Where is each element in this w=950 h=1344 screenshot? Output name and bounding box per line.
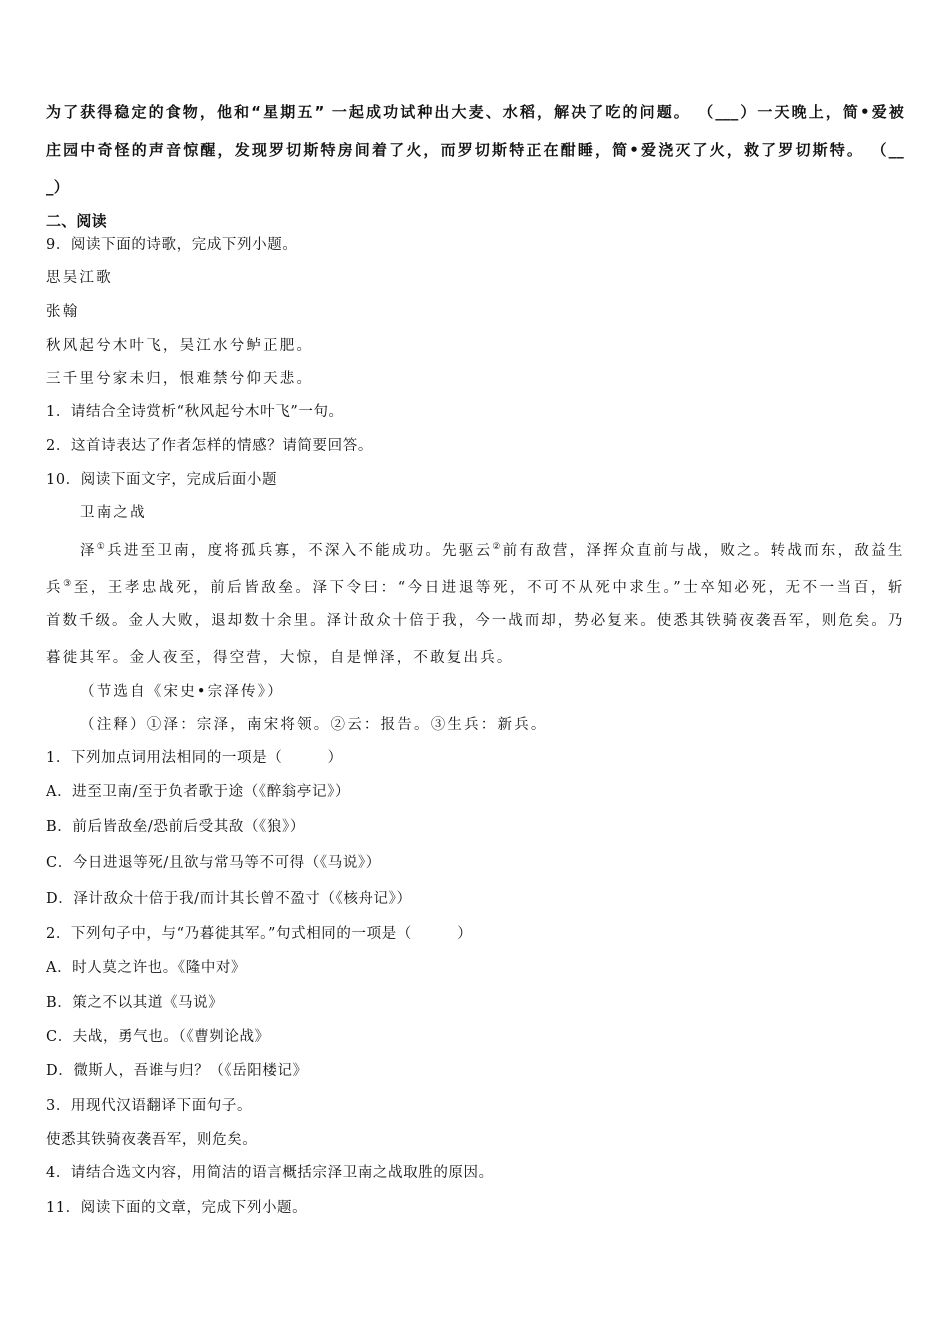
poem-title: 思吴江歌 bbox=[46, 270, 113, 286]
passage-text: 至，王孝忠战死，前后皆敌垒。泽下令曰：“今日进退等死，不可不从死中求生。”士卒知必死，无不一当百，斩 bbox=[73, 580, 904, 596]
q11-prompt: 11．阅读下面的文章，完成下列小题。 bbox=[46, 1200, 308, 1216]
q10-sub2-option-c: C．夫战，勇气也。（《曹刿论战》 bbox=[46, 1029, 270, 1045]
passage-line-1 bbox=[80, 537, 904, 561]
q9-sub-question-1: 1．请结合全诗赏析“秋风起兮木叶飞”一句。 bbox=[46, 404, 344, 420]
passage-notes: （注释）①泽：宗泽，南宋将领。②云：报告。③生兵：新兵。 bbox=[80, 717, 548, 733]
passage-title: 卫南之战 bbox=[80, 505, 147, 521]
intro-line-1: 为了获得稳定的食物，他和“星期五” 一起成功试种出大麦、水稻，解决了吃的问题。 （___）一天晚上，简•爱被 bbox=[46, 103, 904, 121]
footnote-marker: ① bbox=[96, 542, 108, 552]
passage-line-4: 暮徙其军。金人夜至，得空营，大惊，自是惮泽，不敢复出兵。 bbox=[46, 650, 514, 666]
q10-sub2-option-b: B．策之不以其道《马说》 bbox=[46, 995, 224, 1011]
q10-sub4-question: 4．请结合选文内容，用简洁的语言概括宗泽卫南之战取胜的原因。 bbox=[46, 1165, 494, 1181]
passage-source: （节选自《宋史•宗泽传》） bbox=[80, 684, 284, 700]
passage-text: 兵 bbox=[46, 580, 64, 596]
q10-sub3-sentence: 使悉其铁骑夜袭吾军，则危矣。 bbox=[46, 1132, 258, 1148]
q10-sub1-option-c: C．今日进退等死/且欲与常马等不可得（《马说》） bbox=[46, 855, 381, 871]
q10-sub2-option-a: A．时人莫之许也。《隆中对》 bbox=[46, 960, 247, 976]
footnote-marker: ② bbox=[492, 542, 503, 552]
intro-line-3: _） bbox=[46, 178, 69, 196]
passage-text: 泽 bbox=[80, 543, 97, 559]
footnote-marker: ③ bbox=[63, 579, 74, 589]
q10-sub1-option-d: D．泽计敌众十倍于我/而计其长曾不盈寸（《核舟记》） bbox=[46, 891, 412, 907]
poem-author: 张翰 bbox=[46, 304, 80, 320]
intro-line-2: 庄园中奇怪的声音惊醒，发现罗切斯特房间着了火，而罗切斯特正在酣睡，简•爱浇灭了火，救了罗切斯特。 （__ bbox=[46, 141, 904, 159]
passage-line-3: 首数千级。金人大败，退却数十余里。泽计敌众十倍于我，今一战而却，势必复来。使悉其铁骑夜袭吾军，则危矣。乃 bbox=[46, 613, 904, 629]
section-title: 二、阅读 bbox=[46, 212, 107, 230]
passage-text: 兵进至卫南，度将孤兵寡，不深入不能成功。先驱云 bbox=[107, 543, 493, 559]
q9-prompt: 9．阅读下面的诗歌，完成下列小题。 bbox=[46, 237, 298, 253]
q9-sub-question-2: 2．这首诗表达了作者怎样的情感？请简要回答。 bbox=[46, 438, 373, 454]
q10-sub2-option-d: D．微斯人，吾谁与归？（《岳阳楼记》 bbox=[46, 1063, 308, 1079]
q10-sub1-option-a: A．进至卫南/至于负者歌于途（《醉翁亭记》） bbox=[46, 784, 351, 800]
q10-sub2-question: 2．下列句子中，与“乃暮徙其军。”句式相同的一项是（ ） bbox=[46, 926, 473, 942]
q10-sub1-question: 1．下列加点词用法相同的一项是（ ） bbox=[46, 750, 343, 766]
q10-prompt: 10．阅读下面文字，完成后面小题 bbox=[46, 472, 278, 488]
poem-line-1: 秋风起兮木叶飞，吴江水兮鲈正肥。 bbox=[46, 338, 314, 354]
poem-line-2: 三千里兮家未归，恨难禁兮仰天悲。 bbox=[46, 371, 314, 387]
q10-sub1-option-b: B．前后皆敌垒/恐前后受其敌（《狼》） bbox=[46, 819, 305, 835]
passage-text: 前有敌营，泽挥众直前与战，败之。转战而东，敌益生 bbox=[502, 543, 904, 559]
q10-sub3-question: 3．用现代汉语翻译下面句子。 bbox=[46, 1098, 253, 1114]
passage-line-2 bbox=[46, 574, 904, 598]
